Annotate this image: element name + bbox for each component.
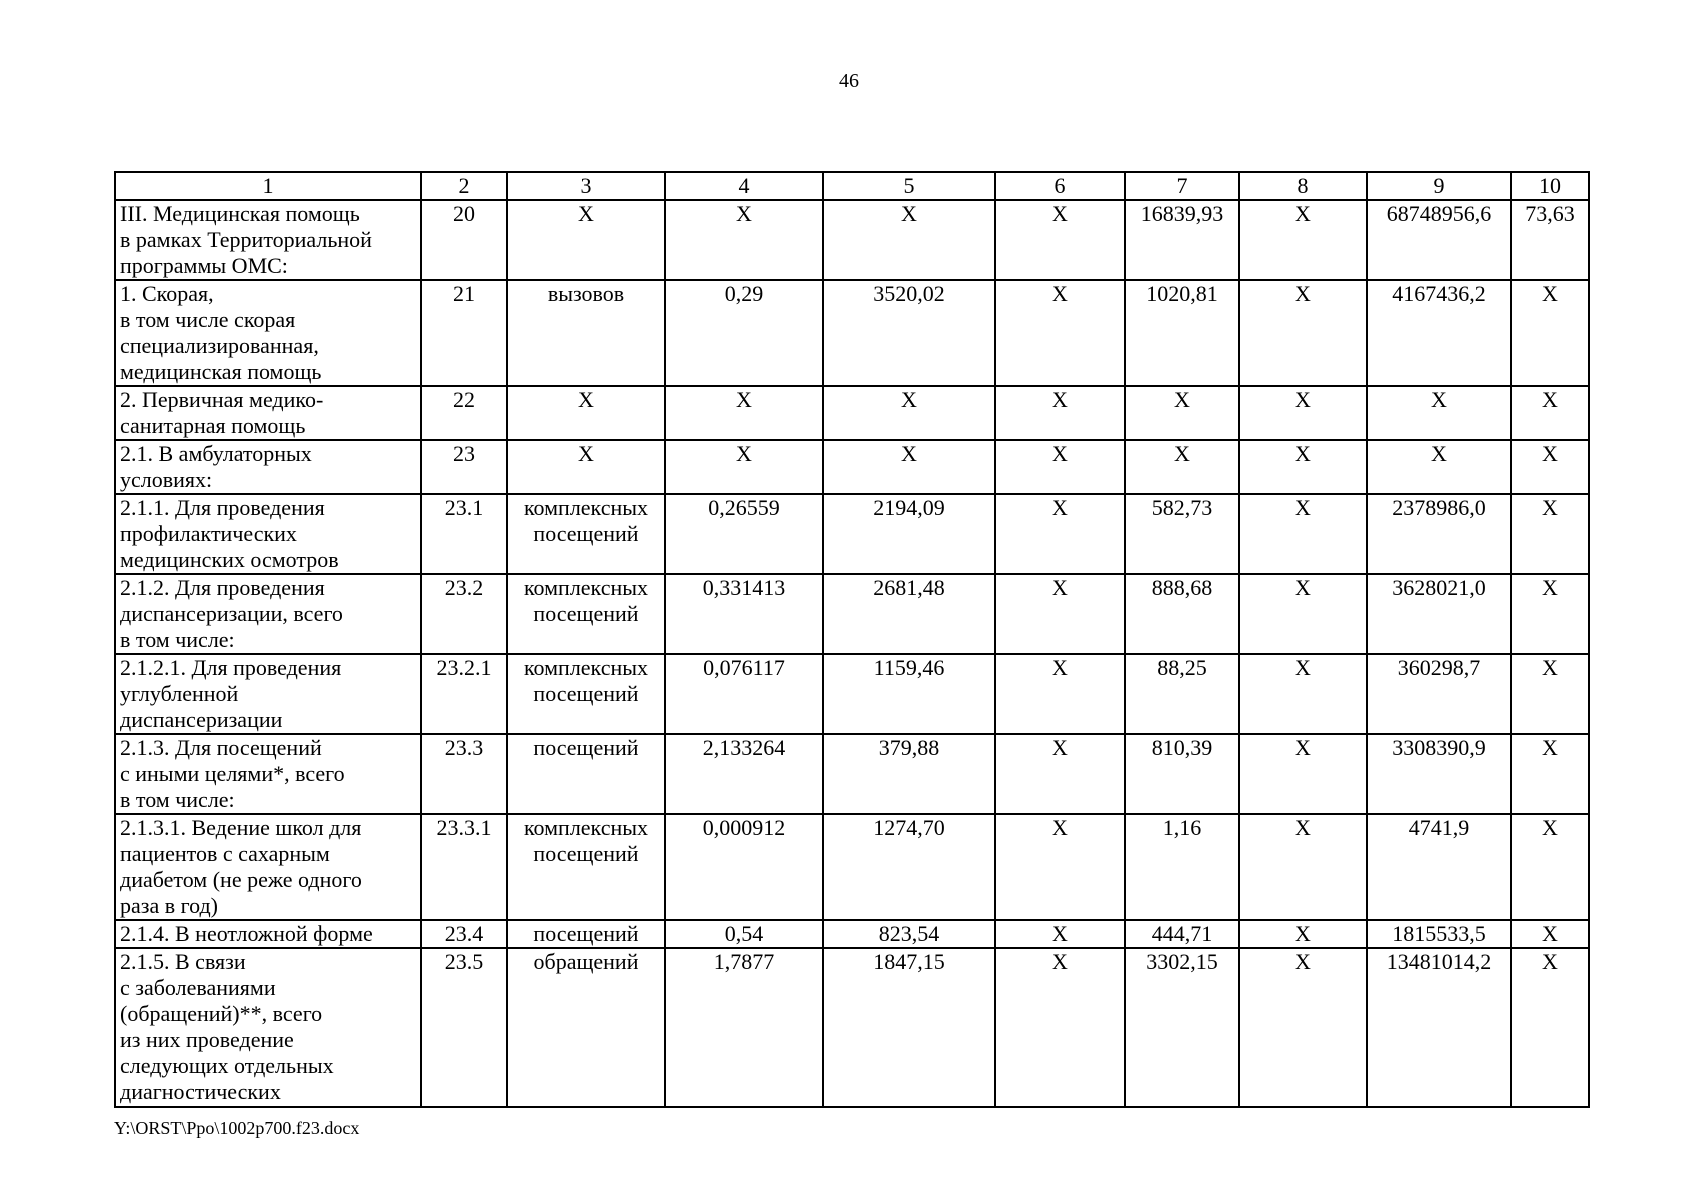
table-row [115, 734, 1589, 814]
value-cell: 0,331413 [665, 574, 823, 654]
header-cell: 3 [507, 172, 665, 200]
value-cell: Х [995, 440, 1125, 494]
value-cell: Х [1511, 440, 1589, 494]
value-cell: 0,076117 [665, 654, 823, 734]
row-label-cell: 2.1.3. Для посещений с иными целями*, всего в том числе: [115, 734, 421, 814]
value-cell: 0,26559 [665, 494, 823, 574]
value-cell: Х [1239, 920, 1367, 948]
value-cell: Х [665, 440, 823, 494]
row-label-cell: 1. Скорая, в том числе скорая специализированная, медицинская помощь [115, 280, 421, 386]
value-cell: Х [665, 386, 823, 440]
value-cell: Х [995, 920, 1125, 948]
value-cell: 22 [421, 386, 507, 440]
header-cell: 8 [1239, 172, 1367, 200]
value-cell: 23 [421, 440, 507, 494]
value-cell: Х [1239, 814, 1367, 920]
value-cell: Х [1125, 386, 1239, 440]
row-label-cell: 2.1.3.1. Ведение школ для пациентов с сахарным диабетом (не реже одного раза в год) [115, 814, 421, 920]
value-cell: 16839,93 [1125, 200, 1239, 280]
table-row [115, 654, 1589, 734]
value-cell: Х [823, 200, 995, 280]
value-cell: 1,7877 [665, 948, 823, 1107]
value-cell: 2,133264 [665, 734, 823, 814]
page-number: 46 [839, 70, 859, 92]
value-cell: 4167436,2 [1367, 280, 1511, 386]
value-cell: 2194,09 [823, 494, 995, 574]
value-cell: 1815533,5 [1367, 920, 1511, 948]
header-cell: 5 [823, 172, 995, 200]
value-cell: Х [665, 200, 823, 280]
value-cell: комплексных посещений [507, 654, 665, 734]
header-cell: 1 [115, 172, 421, 200]
value-cell: Х [1239, 386, 1367, 440]
table-row [115, 948, 1589, 1107]
value-cell: Х [1239, 200, 1367, 280]
table-row [115, 440, 1589, 494]
value-cell: Х [1511, 494, 1589, 574]
value-cell: 68748956,6 [1367, 200, 1511, 280]
value-cell: Х [1511, 574, 1589, 654]
value-cell: 23.4 [421, 920, 507, 948]
row-label-cell: 2.1. В амбулаторных условиях: [115, 440, 421, 494]
value-cell: Х [995, 814, 1125, 920]
value-cell: 20 [421, 200, 507, 280]
value-cell: 23.2.1 [421, 654, 507, 734]
row-label-cell: 2.1.2.1. Для проведения углубленной диспансеризации [115, 654, 421, 734]
value-cell: 3520,02 [823, 280, 995, 386]
value-cell: Х [1511, 948, 1589, 1107]
header-cell: 7 [1125, 172, 1239, 200]
header-cell: 4 [665, 172, 823, 200]
value-cell: Х [1367, 386, 1511, 440]
value-cell: 21 [421, 280, 507, 386]
value-cell: 23.5 [421, 948, 507, 1107]
value-cell: Х [1511, 386, 1589, 440]
value-cell: Х [995, 574, 1125, 654]
value-cell: 379,88 [823, 734, 995, 814]
value-cell: Х [995, 494, 1125, 574]
value-cell: Х [995, 200, 1125, 280]
value-cell: посещений [507, 734, 665, 814]
table-row [115, 386, 1589, 440]
value-cell: 23.2 [421, 574, 507, 654]
row-label-cell: 2.1.5. В связи с заболеваниями (обращений)**, всего из них проведение следующих отдельных диагностических [115, 948, 421, 1107]
row-label-cell: 2. Первичная медико- санитарная помощь [115, 386, 421, 440]
row-label-cell: 2.1.1. Для проведения профилактических медицинских осмотров [115, 494, 421, 574]
value-cell: 888,68 [1125, 574, 1239, 654]
value-cell: Х [1239, 948, 1367, 1107]
header-cell: 10 [1511, 172, 1589, 200]
value-cell: комплексных посещений [507, 574, 665, 654]
file-path: Y:\ORST\Ppo\1002p700.f23.docx [114, 1118, 360, 1138]
value-cell: 444,71 [1125, 920, 1239, 948]
value-cell: 23.3 [421, 734, 507, 814]
value-cell: 73,63 [1511, 200, 1589, 280]
value-cell: 0,29 [665, 280, 823, 386]
value-cell: Х [1239, 574, 1367, 654]
table-row [115, 200, 1589, 280]
value-cell: Х [1239, 734, 1367, 814]
value-cell: 2378986,0 [1367, 494, 1511, 574]
value-cell: Х [1239, 440, 1367, 494]
header-cell: 9 [1367, 172, 1511, 200]
value-cell: 1159,46 [823, 654, 995, 734]
value-cell: Х [995, 734, 1125, 814]
value-cell: 4741,9 [1367, 814, 1511, 920]
value-cell: Х [1239, 654, 1367, 734]
value-cell: Х [1367, 440, 1511, 494]
value-cell: 823,54 [823, 920, 995, 948]
data-table [114, 171, 1590, 1108]
value-cell: посещений [507, 920, 665, 948]
value-cell: Х [995, 948, 1125, 1107]
value-cell: Х [1511, 920, 1589, 948]
value-cell: 1274,70 [823, 814, 995, 920]
table-row [115, 814, 1589, 920]
value-cell: Х [995, 386, 1125, 440]
value-cell: Х [995, 280, 1125, 386]
value-cell: 582,73 [1125, 494, 1239, 574]
value-cell: Х [1239, 494, 1367, 574]
row-label-cell: III. Медицинская помощь в рамках Территориальной программы ОМС: [115, 200, 421, 280]
value-cell: Х [1239, 280, 1367, 386]
value-cell: обращений [507, 948, 665, 1107]
value-cell: Х [507, 200, 665, 280]
value-cell: Х [507, 386, 665, 440]
value-cell: 3628021,0 [1367, 574, 1511, 654]
row-label-cell: 2.1.4. В неотложной форме [115, 920, 421, 948]
header-row [115, 172, 1589, 200]
value-cell: 23.1 [421, 494, 507, 574]
row-label-cell: 2.1.2. Для проведения диспансеризации, всего в том числе: [115, 574, 421, 654]
value-cell: Х [1125, 440, 1239, 494]
table-row [115, 280, 1589, 386]
value-cell: 13481014,2 [1367, 948, 1511, 1107]
table-row [115, 574, 1589, 654]
value-cell: Х [1511, 654, 1589, 734]
value-cell: Х [823, 440, 995, 494]
value-cell: 1020,81 [1125, 280, 1239, 386]
value-cell: вызовов [507, 280, 665, 386]
value-cell: Х [507, 440, 665, 494]
value-cell: 3302,15 [1125, 948, 1239, 1107]
value-cell: Х [823, 386, 995, 440]
header-cell: 6 [995, 172, 1125, 200]
value-cell: комплексных посещений [507, 814, 665, 920]
table-row [115, 920, 1589, 948]
value-cell: комплексных посещений [507, 494, 665, 574]
value-cell: 23.3.1 [421, 814, 507, 920]
value-cell: 810,39 [1125, 734, 1239, 814]
header-cell: 2 [421, 172, 507, 200]
value-cell: 2681,48 [823, 574, 995, 654]
value-cell: 3308390,9 [1367, 734, 1511, 814]
value-cell: Х [1511, 280, 1589, 386]
value-cell: 1,16 [1125, 814, 1239, 920]
value-cell: 0,000912 [665, 814, 823, 920]
value-cell: 1847,15 [823, 948, 995, 1107]
value-cell: Х [1511, 734, 1589, 814]
value-cell: Х [995, 654, 1125, 734]
value-cell: 360298,7 [1367, 654, 1511, 734]
value-cell: Х [1511, 814, 1589, 920]
value-cell: 88,25 [1125, 654, 1239, 734]
table-row [115, 494, 1589, 574]
value-cell: 0,54 [665, 920, 823, 948]
